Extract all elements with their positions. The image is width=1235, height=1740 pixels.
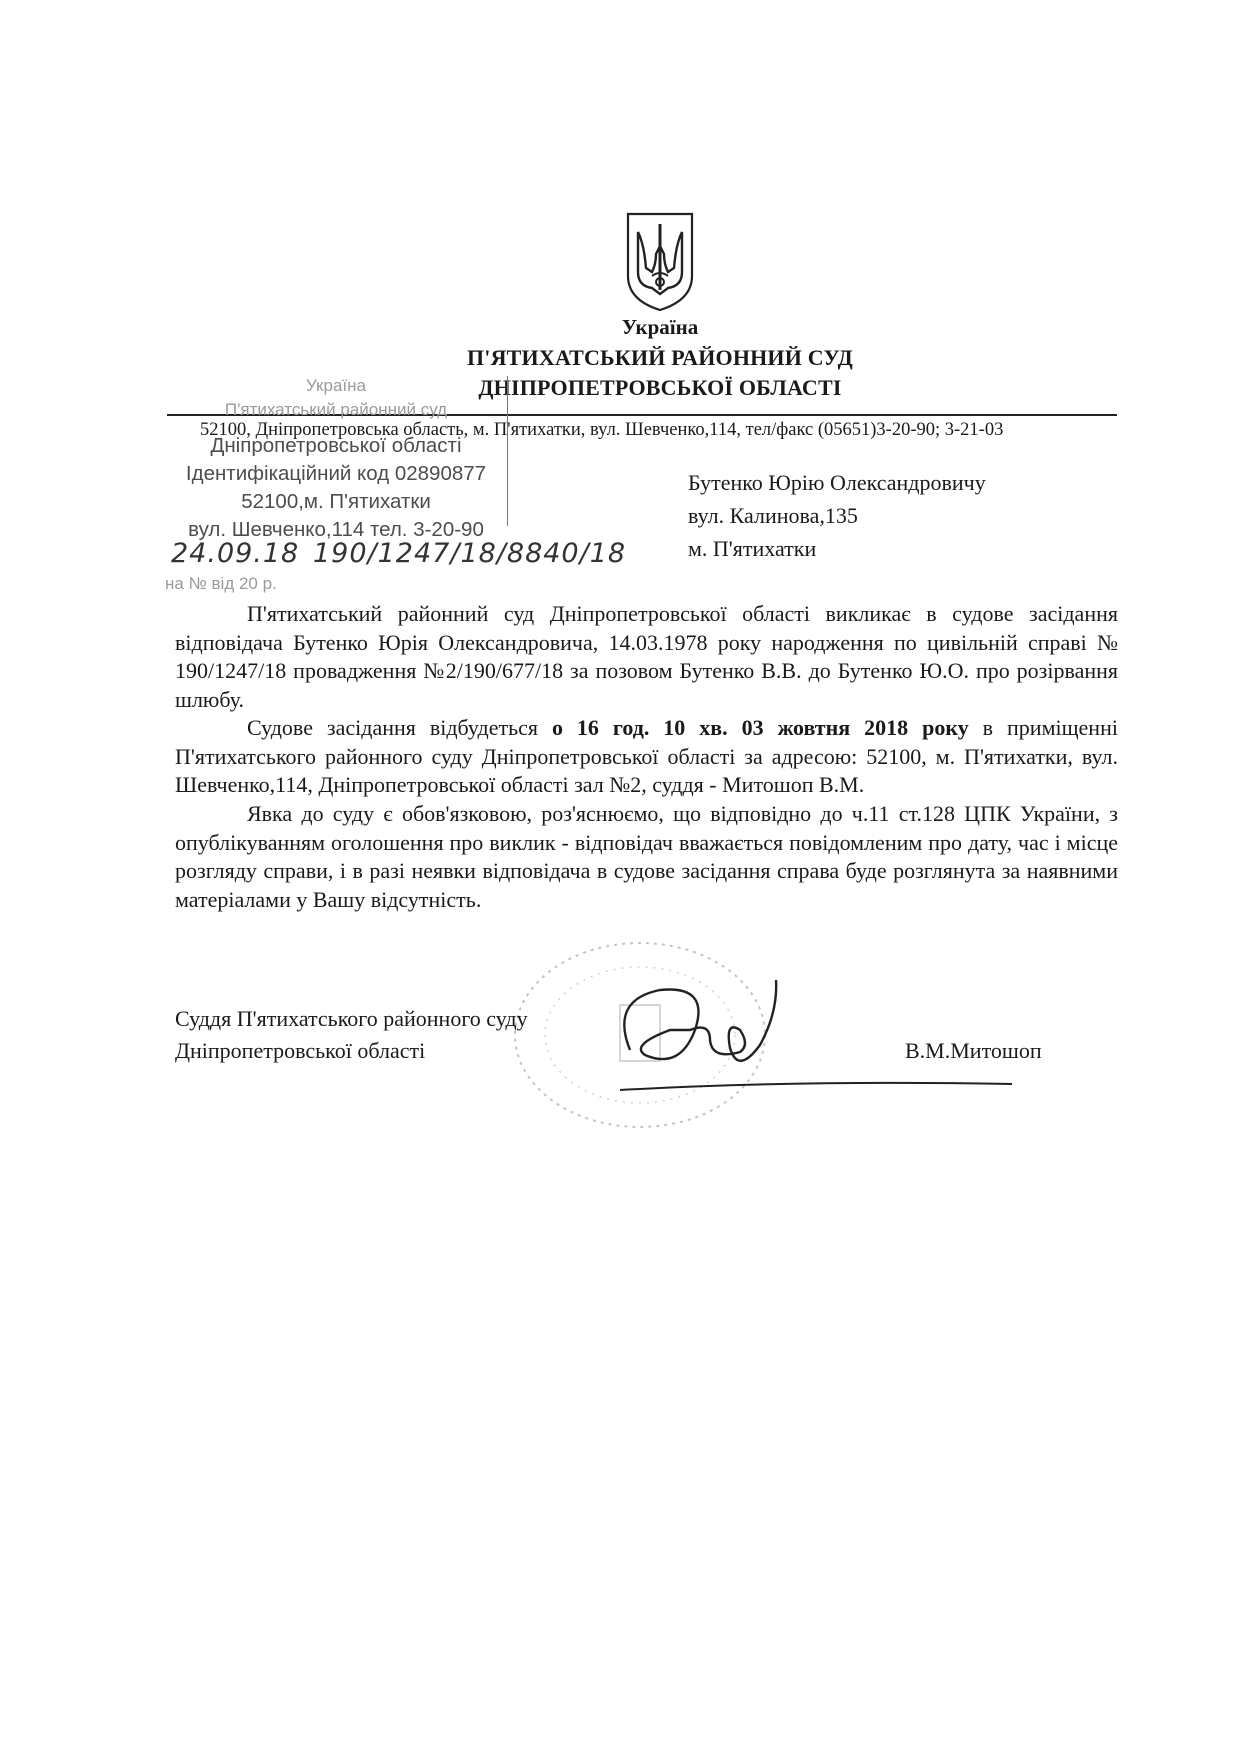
stamp-border (507, 376, 508, 526)
body-paragraph-attendance: Явка до суду є обов'язковою, роз'яснюємо, що відповідно до ч.11 ст.128 ЦПК України, з опублікуванням оголошення про виклик - відповідач вважається повідомленим про дату, час і місце розгляду справи, і в разі неявки відповідача в судове засідання справа буде розглянута за наявними матеріалами у Вашу відсутність. (175, 801, 1118, 912)
recipient-street: вул. Калинова,135 (688, 503, 858, 528)
stamp-line-region: Дніпропетровської області (210, 434, 462, 457)
court-address: 52100, Дніпропетровська область, м. П'ятихатки, вул. Шевченко,114, тел/факс (05651)3-20-90; 3-21-03 (200, 420, 1004, 440)
stamp-line-country: Україна (306, 376, 366, 395)
stamp-line-court: П'ятихатський районний суд (224, 400, 448, 419)
court-name-line-2: ДНІПРОПЕТРОВСЬКОЇ ОБЛАСТІ (478, 375, 842, 400)
country-name: Україна (621, 315, 699, 339)
hearing-datetime: о 16 год. 10 хв. 03 жовтня 2018 року (551, 715, 969, 740)
stamp-line-code: Ідентифікаційний код 02890877 (185, 462, 487, 485)
trident-coat-of-arms-icon (624, 210, 696, 314)
stamp-line-street: вул. Шевченко,114 тел. 3-20-90 (188, 518, 484, 541)
judge-signature-icon (600, 960, 1020, 1100)
hearing-text-end: в приміщенні П'ятихатського районного суду Дніпропетровської області за адресою: 52100, м. П'ятихатки, вул. Шевченко,114, Дніпропетровської області зал №2, суддя - Митошоп В.М. (175, 715, 1118, 797)
judge-name: В.М.Митошоп (905, 1038, 1042, 1063)
recipient-city: м. П'ятихатки (688, 536, 817, 561)
body-paragraph-summons: П'ятихатський районний суд Дніпропетровської області викликає в судове засідання відповідача Бутенко Юрія Олександровича, 14.03.1978 року народження по цивільній справі № 190/1247/18 провадження №2/190/677/18 за позовом Бутенко В.В. до Бутенко Ю.О. про розірвання шлюбу. (175, 601, 1118, 712)
recipient-name: Бутенко Юрію Олександровичу (688, 470, 986, 495)
court-name-line-1: П'ЯТИХАТСЬКИЙ РАЙОННИЙ СУД (466, 345, 854, 370)
judge-title-line-2: Дніпропетровської області (175, 1038, 426, 1063)
hearing-text-start: Судове засідання відбудеться (247, 715, 552, 740)
stamp-line-reference: на № від 20 р. (165, 574, 277, 593)
stamp-handwritten-date: 24.09.18 (171, 538, 300, 569)
body-paragraph-hearing (175, 714, 1118, 800)
stamp-handwritten-number: 190/1247/18/8840/18 (313, 538, 627, 569)
stamp-line-city: 52100,м. П'ятихатки (241, 490, 431, 513)
judge-title-line-1: Суддя П'ятихатського районного суду (175, 1006, 528, 1031)
